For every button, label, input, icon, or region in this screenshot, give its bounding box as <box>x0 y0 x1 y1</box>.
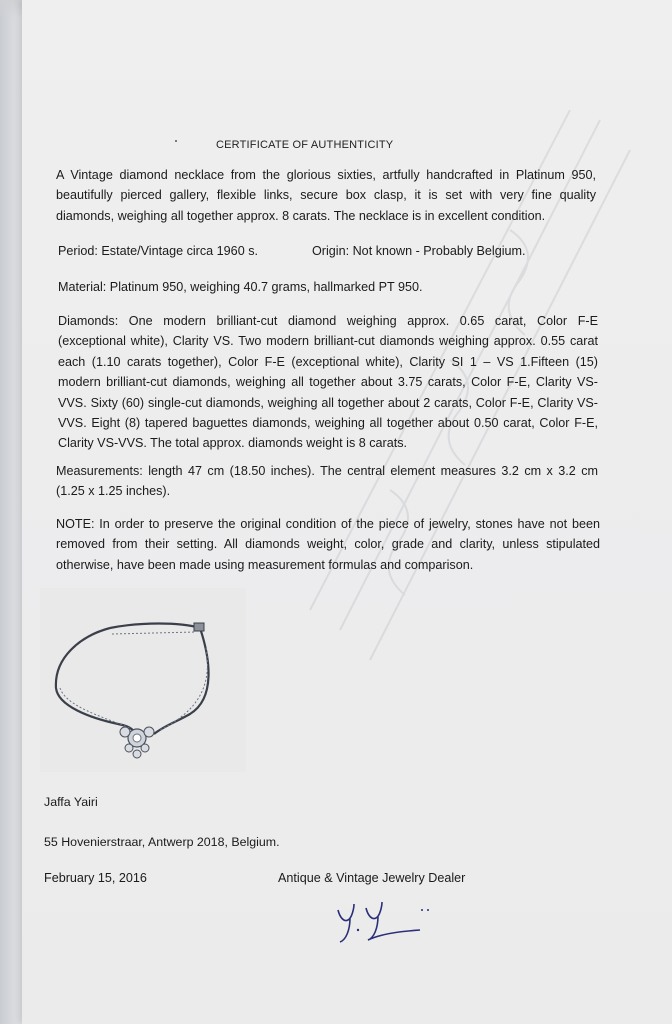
note-paragraph: NOTE: In order to preserve the original condition of the piece of jewelry, stones have not been removed from their setting. All diamonds weight, color, grade and clarity, unless stipulated otherwise, have been made using measurement formulas and comparison. <box>56 517 600 572</box>
necklace-photo <box>40 588 246 772</box>
description-paragraph: A Vintage diamond necklace from the glorious sixties, artfully handcrafted in Platinum 950, beautifully pierced gallery, flexible links, secure box clasp, it is set with very fine quality diamonds, weighing all together approx. 8 carats. The necklace is in excellent condition. <box>56 168 596 223</box>
measurements-paragraph: Measurements: length 47 cm (18.50 inches). The central element measures 3.2 cm x 3.2 cm (1.25 x 1.25 inches). <box>56 464 598 499</box>
origin-line: Origin: Not known - Probably Belgium. <box>312 244 526 258</box>
ink-dot <box>175 140 177 142</box>
material-line: Material: Platinum 950, weighing 40.7 grams, hallmarked PT 950. <box>58 280 423 294</box>
dealer-name: Jaffa Yairi <box>44 795 98 809</box>
certificate-date: February 15, 2016 <box>44 871 147 885</box>
dealer-role: Antique & Vintage Jewelry Dealer <box>278 871 466 885</box>
dealer-address: 55 Hovenierstraar, Antwerp 2018, Belgium. <box>44 835 280 849</box>
certificate-title: CERTIFICATE OF AUTHENTICITY <box>216 139 394 151</box>
signature <box>330 896 440 946</box>
diamonds-paragraph: Diamonds: One modern brilliant-cut diamond weighing approx. 0.65 carat, Color F-E (exceptional white), Clarity VS. Two modern brilliant-cut diamonds weighing approx. 0.55 carat each (1.10 carats together), Color F-E (exceptional white), Clarity SI 1 – VS 1.Fifteen (15) modern brilliant-cut diamonds, weighing all together about 3.75 carats, Color F-E, Clarity VS-VVS. Sixty (60) single-cut diamonds, weighing all together about 2 carats, Color F-E, Clarity VS-VVS. Eight (8) tapered baguettes diamonds, weighing all together about 0.50 carat, Color F-E, Clarity VS-VVS. The total approx. diamonds weight is 8 carats. <box>58 314 598 451</box>
period-line: Period: Estate/Vintage circa 1960 s. <box>58 244 258 258</box>
